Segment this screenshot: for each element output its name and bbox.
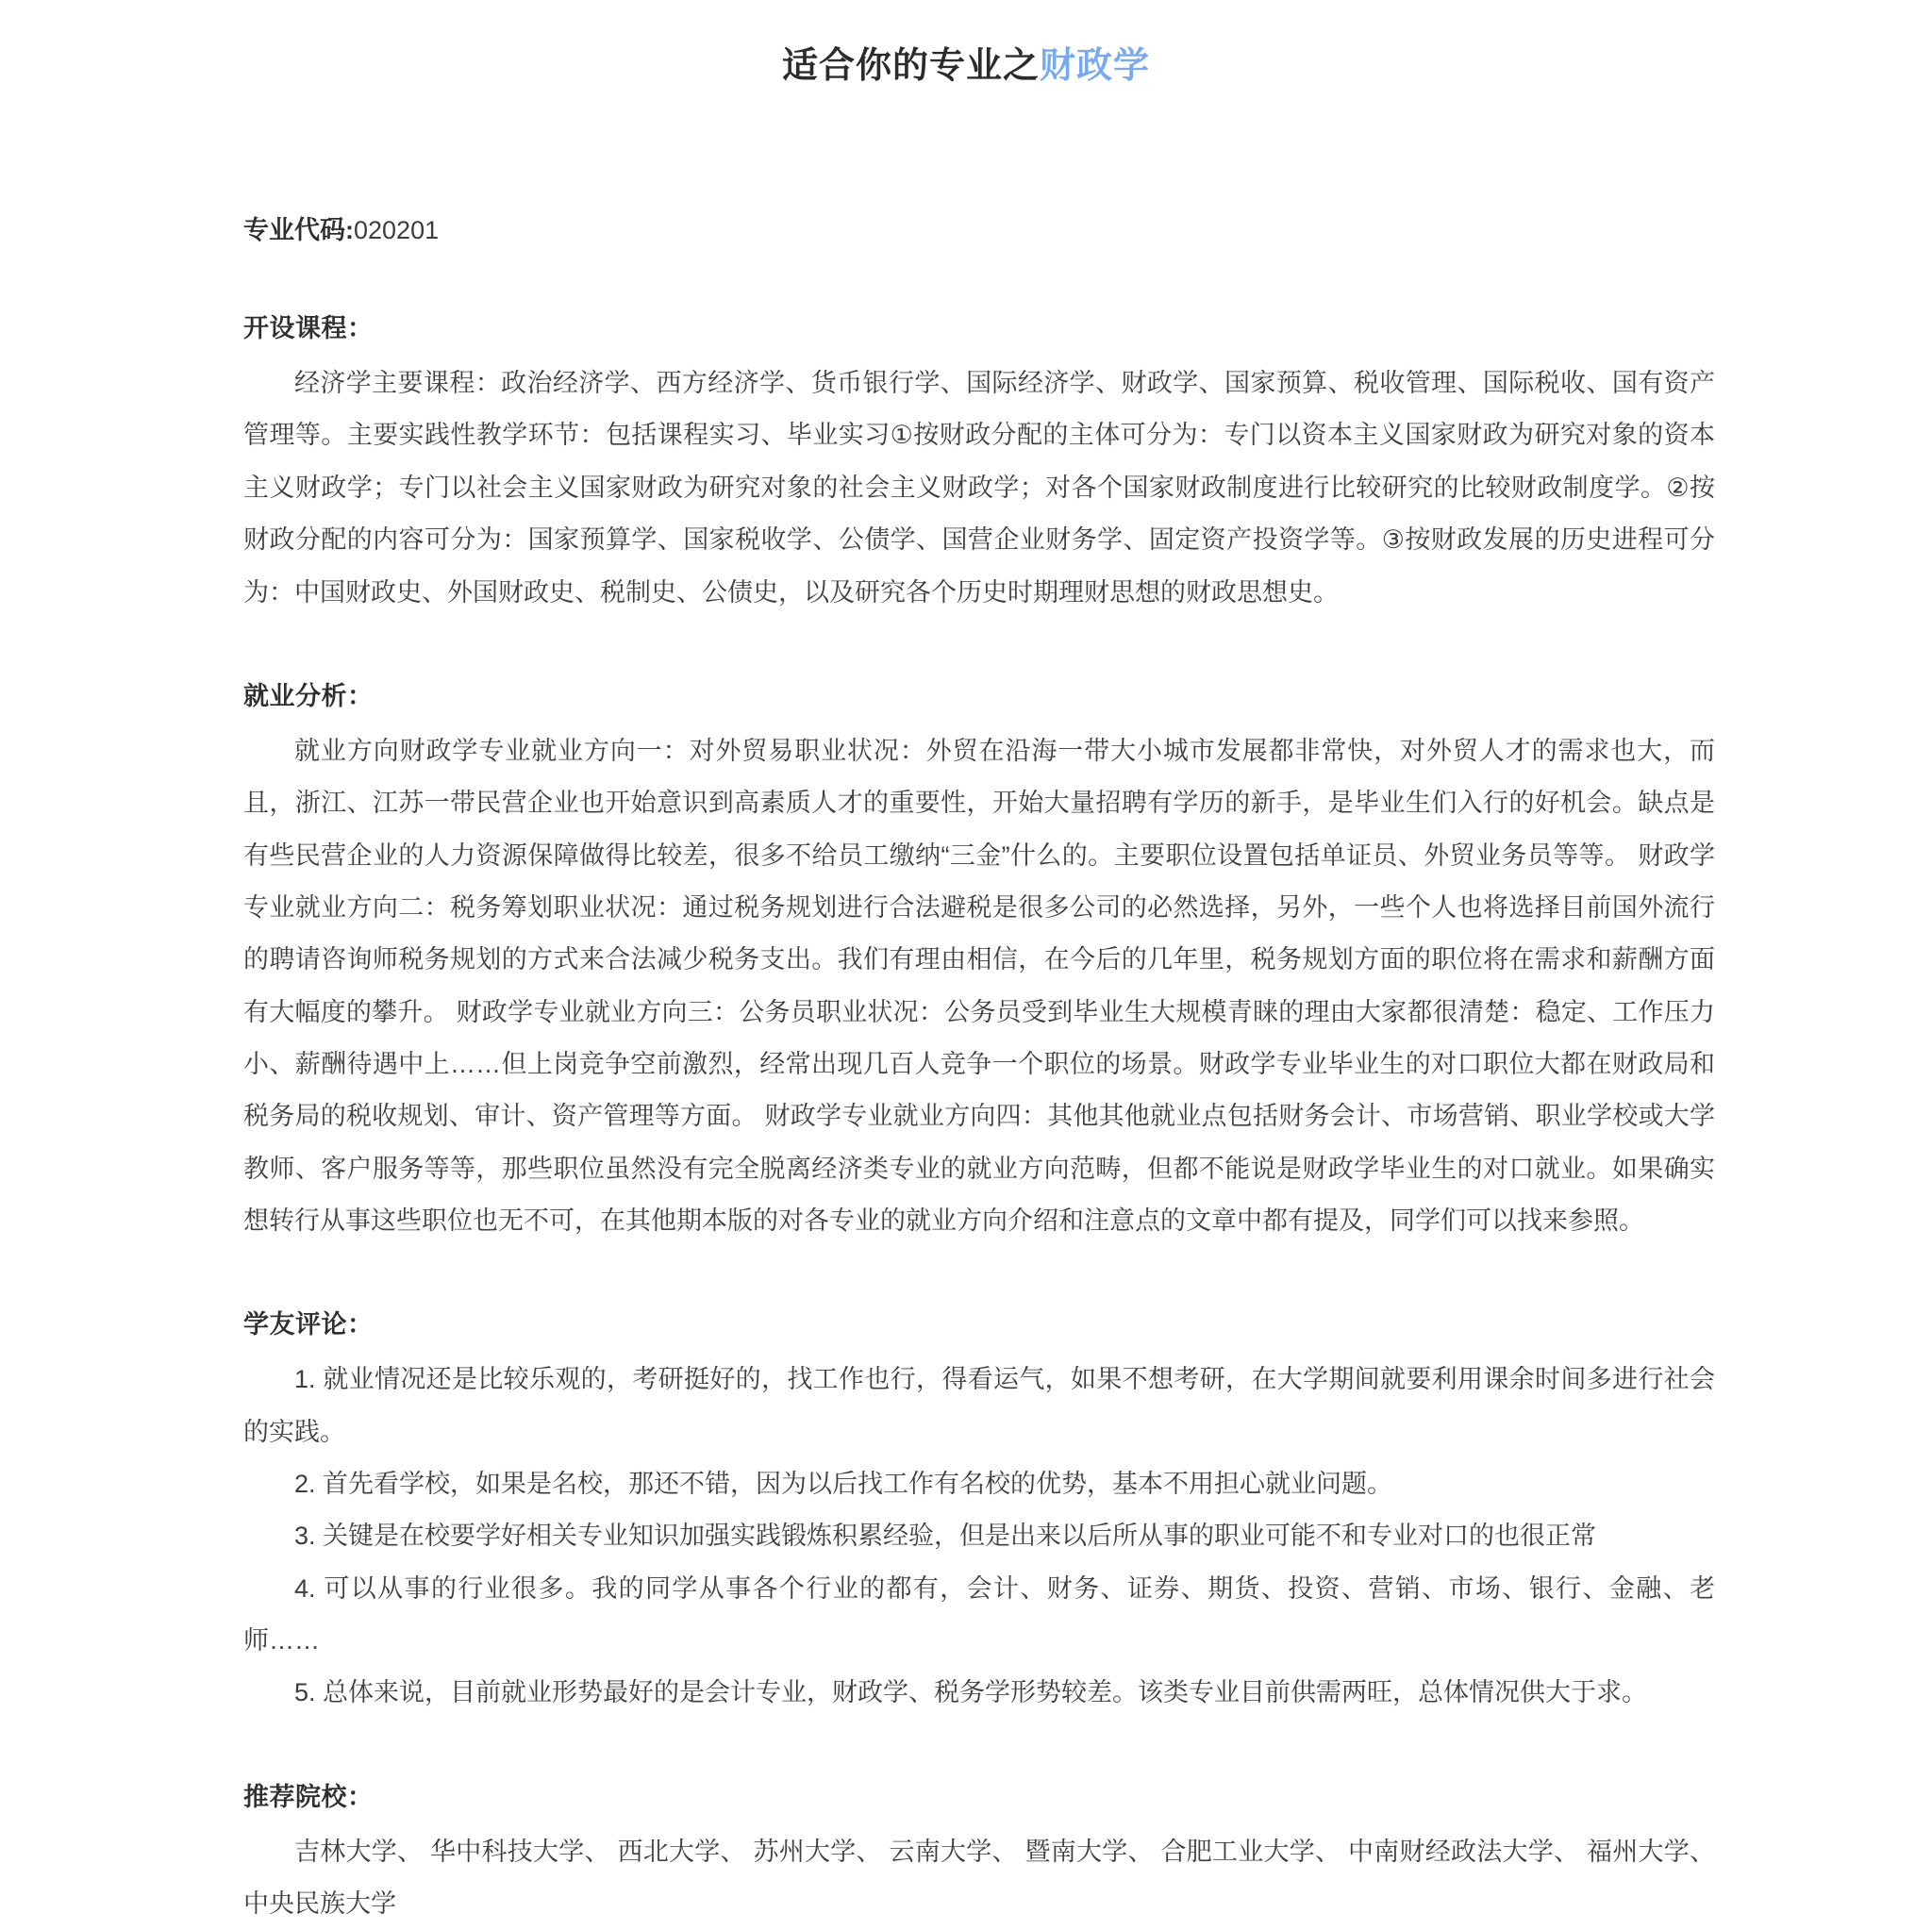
section-schools-body: 吉林大学、 华中科技大学、 西北大学、 苏州大学、 云南大学、 暨南大学、 合肥工业大学、 中南财经政法大学、 福州大学、 中央民族大学 (243, 1837, 1715, 1919)
section-schools-heading: 推荐院校： (243, 1782, 374, 1811)
section-courses (243, 308, 1715, 619)
major-code-line (243, 210, 1715, 251)
major-code-label: 专业代码: (243, 215, 354, 244)
document-body (0, 210, 1932, 1930)
page-title (0, 24, 1932, 90)
document-page (0, 24, 1932, 1919)
page-title-accent: 财政学 (1040, 46, 1151, 87)
section-courses-heading: 开设课程： (243, 314, 374, 343)
list-item: 4. 可以从事的行业很多。我的同学从事各个行业的都有，会计、财务、证券、期货、投资、营销、市场、银行、金融、老师…… (243, 1573, 1715, 1655)
major-code-value: 020201 (354, 215, 440, 244)
list-item: 1. 就业情况还是比较乐观的，考研挺好的，找工作也行，得看运气，如果不想考研，在大学期间就要利用课余时间多进行社会的实践。 (243, 1365, 1715, 1446)
section-courses-body: 经济学主要课程：政治经济学、西方经济学、货币银行学、国际经济学、财政学、国家预算、税收管理、国际税收、国有资产管理等。主要实践性教学环节：包括课程实习、毕业实习①按财政分配的主体可分为：专门以资本主义国家财政为研究对象的资本主义财政学；专门以社会主义国家财政为研究对象的社会主义财政学；对各个国家财政制度进行比较研究的比较财政制度学。②按财政分配的内容可分为：国家预算学、国家税收学、公债学、国营企业财务学、固定资产投资学等。③按财政发展的历史进程可分为：中国财政史、外国财政史、税制史、公债史，以及研究各个历史时期理财思想的财政思想史。 (243, 369, 1715, 607)
section-employment-heading: 就业分析： (243, 681, 374, 710)
list-item: 2. 首先看学校，如果是名校，那还不错，因为以后找工作有名校的优势，基本不用担心就业问题。 (294, 1469, 1393, 1498)
comment-list (243, 1354, 1715, 1719)
section-comments-heading: 学友评论： (243, 1310, 374, 1339)
list-item: 3. 关键是在校要学好相关专业知识加强实践锻炼积累经验，但是出来以后所从事的职业可能不和专业对口的也很正常 (294, 1522, 1597, 1551)
section-employment-body: 就业方向财政学专业就业方向一：对外贸易职业状况：外贸在沿海一带大小城市发展都非常快，对外贸人才的需求也大，而且，浙江、江苏一带民营企业也开始意识到高素质人才的重要性，开始大量招聘有学历的新手，是毕业生们入行的好机会。缺点是有些民营企业的人力资源保障做得比较差，很多不给员工缴纳“三金”什么的。主要职位设置包括单证员、外贸业务员等等。 财政学专业就业方向二：税务筹划职业状况：通过税务规划进行合法避税是很多公司的必然选择，另外，一些个人也将选择目前国外流行的聘请咨询师税务规划的方式来合法减少税务支出。我们有理由相信，在今后的几年里，税务规划方面的职位将在需求和薪酬方面有大幅度的攀升。 财政学专业就业方向三：公务员职业状况：公务员受到毕业生大规模青睐的理由大家都很清楚：稳定、工作压力小、薪酬待遇中上……但上岗竞争空前激烈，经常出现几百人竞争一个职位的场景。财政学专业毕业生的对口职位大都在财政局和税务局的税收规划、审计、资产管理等方面。 财政学专业就业方向四：其他其他就业点包括财务会计、市场营销、职业学校或大学教师、客户服务等等，那些职位虽然没有完全脱离经济类专业的就业方向范畴，但都不能说是财政学毕业生的对口就业。如果确实想转行从事这些职位也无不可，在其他期本版的对各专业的就业方向介绍和注意点的文章中都有提及，同学们可以找来参照。 (243, 736, 1715, 1235)
page-title-prefix: 适合你的专业之 (781, 46, 1040, 87)
section-schools (243, 1776, 1715, 1930)
list-item: 5. 总体来说，目前就业形势最好的是会计专业，财政学、税务学形势较差。该类专业目前供需两旺，总体情况供大于求。 (294, 1678, 1648, 1707)
section-employment (243, 675, 1715, 1247)
section-comments (243, 1304, 1715, 1719)
